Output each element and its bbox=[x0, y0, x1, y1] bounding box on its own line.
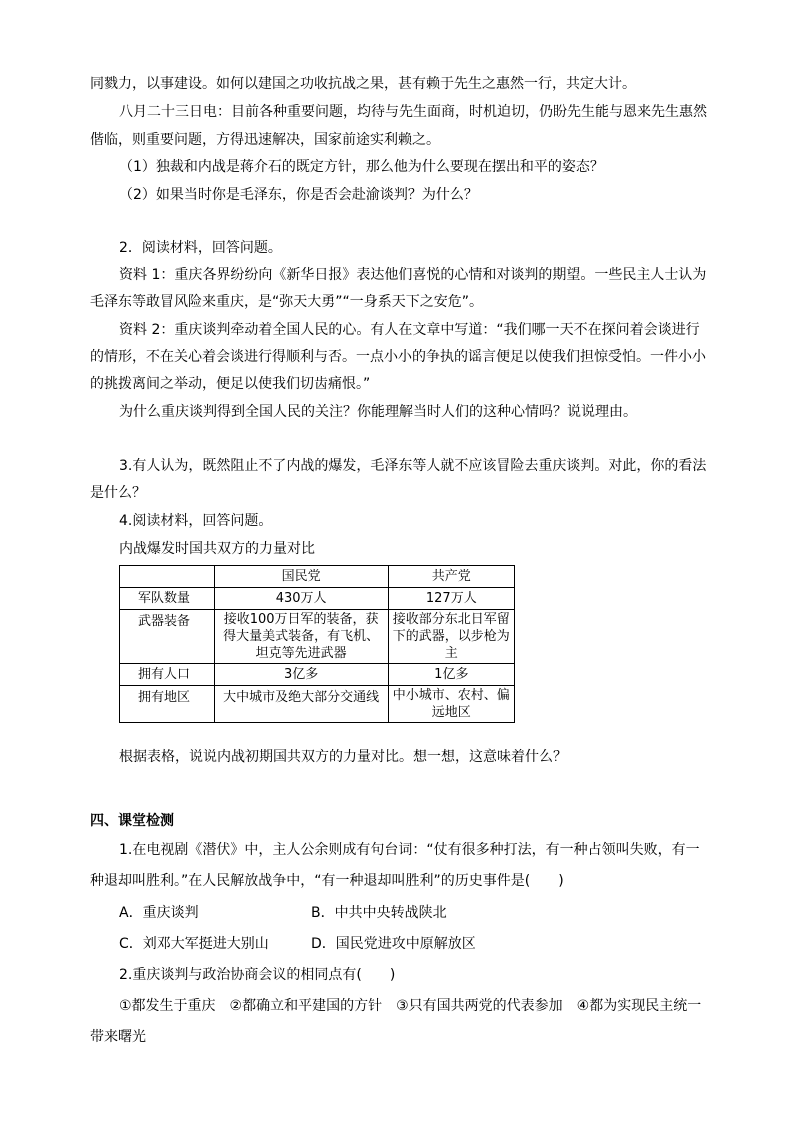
table-header-row bbox=[120, 566, 515, 588]
section-heading: 四、课堂检测 bbox=[90, 813, 174, 829]
mcq-2-choices: ①都发生于重庆 ②都确立和平建国的方针 ③只有国共两党的代表参加 ④都为实现民主统一 bbox=[119, 998, 702, 1014]
sub-question-2: （2）如果当时你是毛泽东，你是否会赴渝谈判？为什么？ bbox=[119, 187, 478, 203]
question-3-line: 是什么？ bbox=[90, 485, 146, 501]
table-header-cell bbox=[120, 566, 215, 588]
question-2-title: 2．阅读材料，回答问题。 bbox=[119, 240, 282, 256]
sub-question-1: （1）独裁和内战是蒋介石的既定方针，那么他为什么要现在摆出和平的姿态？ bbox=[119, 159, 604, 175]
paragraph-line: 八月二十三日电：目前各种重要问题，均待与先生面商，时机迫切，仍盼先生能与恩来先生惠然 bbox=[119, 104, 707, 120]
question-4-prompt: 根据表格，说说内战初期国共双方的力量对比。想一想，这意味着什么？ bbox=[119, 749, 567, 765]
table-cell: 3亿多 bbox=[214, 664, 388, 686]
question-3-line: 3.有人认为，既然阻止不了内战的爆发，毛泽东等人就不应该冒险去重庆谈判。对此，你的看法 bbox=[119, 458, 707, 474]
table-row bbox=[120, 664, 515, 686]
material-1-line: 资料 1：重庆各界纷纷向《新华日报》表达他们喜悦的心情和对谈判的期望。一些民主人士认为 bbox=[119, 267, 707, 283]
material-2-line: 的挑拨离间之举动，便足以使我们切齿痛恨。” bbox=[90, 376, 371, 392]
table-row bbox=[120, 686, 515, 723]
mcq-2-choices: 带来曙光 bbox=[90, 1029, 146, 1045]
question-4-title: 4.阅读材料，回答问题。 bbox=[119, 513, 273, 529]
mcq-1-option-b: B．中共中央转战陕北 bbox=[311, 905, 447, 921]
table-caption: 内战爆发时国共双方的力量对比 bbox=[119, 541, 315, 557]
mcq-1-stem: 种退却叫胜利。”在人民解放战争中，“有一种退却叫胜利”的历史事件是( ) bbox=[90, 873, 564, 889]
table-cell: 接收100万日军的装备，获得大量美式装备，有飞机、坦克等先进武器 bbox=[214, 610, 388, 664]
table-cell: 接收部分东北日军留下的武器，以步枪为主 bbox=[388, 610, 514, 664]
table-row-label: 拥有地区 bbox=[120, 686, 215, 723]
table-header-cell: 共产党 bbox=[388, 566, 514, 588]
mcq-1-option-c: C．刘邓大军挺进大别山 bbox=[119, 936, 269, 952]
table-cell: 大中城市及绝大部分交通线 bbox=[214, 686, 388, 723]
table-row bbox=[120, 610, 515, 664]
mcq-1-option-a: A．重庆谈判 bbox=[119, 905, 199, 921]
table-cell: 中小城市、农村、偏远地区 bbox=[388, 686, 514, 723]
paragraph-line: 偕临，则重要问题，方得迅速解决，国家前途实利赖之。 bbox=[90, 132, 440, 148]
force-comparison-table bbox=[119, 565, 515, 723]
paragraph-line: 同戮力，以事建设。如何以建国之功收抗战之果，甚有赖于先生之惠然一行，共定大计。 bbox=[90, 76, 636, 92]
table-row-label: 军队数量 bbox=[120, 588, 215, 610]
table-row-label: 武器装备 bbox=[120, 610, 215, 664]
table-cell: 127万人 bbox=[388, 588, 514, 610]
mcq-1-stem: 1.在电视剧《潜伏》中，主人公余则成有句台词：“仗有很多种打法，有一种占领叫失败，有一 bbox=[119, 842, 700, 858]
question-2-prompt: 为什么重庆谈判得到全国人民的关注？你能理解当时人们的这种心情吗？说说理由。 bbox=[119, 404, 637, 420]
mcq-1-option-d: D．国民党进攻中原解放区 bbox=[311, 936, 476, 952]
table-cell: 1亿多 bbox=[388, 664, 514, 686]
mcq-2-stem: 2.重庆谈判与政治协商会议的相同点有( ) bbox=[119, 967, 396, 983]
table-cell: 430万人 bbox=[214, 588, 388, 610]
material-2-line: 资料 2：重庆谈判牵动着全国人民的心。有人在文章中写道：“我们哪一天不在探问着会谈进行 bbox=[119, 322, 700, 338]
table-header-cell: 国民党 bbox=[214, 566, 388, 588]
material-2-line: 的情形，不在关心着会谈进行得顺利与否。一点小小的争执的谣言便足以使我们担惊受怕。一件小小 bbox=[90, 349, 706, 365]
table-row bbox=[120, 588, 515, 610]
table-row-label: 拥有人口 bbox=[120, 664, 215, 686]
material-1-line: 毛泽东等敢冒风险来重庆，是“弥天大勇”“一身系天下之安危”。 bbox=[90, 294, 484, 310]
